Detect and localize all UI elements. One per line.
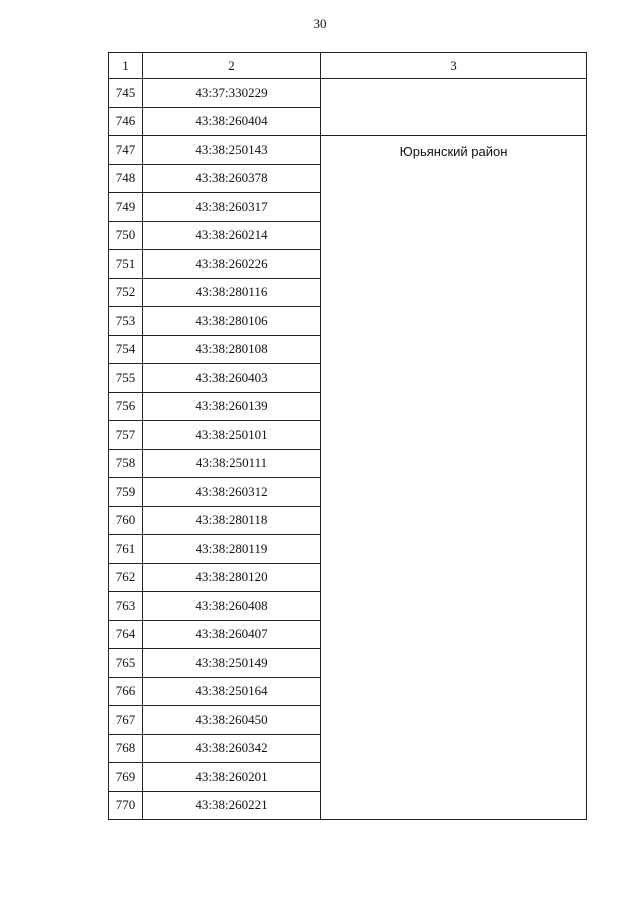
row-number: 769	[109, 763, 143, 792]
row-number: 767	[109, 706, 143, 735]
row-number: 753	[109, 307, 143, 336]
table-row	[109, 136, 587, 165]
table-body	[109, 79, 587, 820]
row-number: 765	[109, 649, 143, 678]
row-number: 763	[109, 592, 143, 621]
cadastral-number: 43:38:250101	[143, 421, 321, 450]
cadastral-number: 43:38:260404	[143, 107, 321, 136]
region-name	[321, 79, 586, 87]
row-number: 770	[109, 791, 143, 820]
cadastral-number: 43:38:260139	[143, 392, 321, 421]
region-cell	[321, 79, 587, 136]
row-number: 749	[109, 193, 143, 222]
row-number: 766	[109, 677, 143, 706]
row-number: 757	[109, 421, 143, 450]
table-row	[109, 79, 587, 108]
cadastral-number: 43:38:280108	[143, 335, 321, 364]
row-number: 748	[109, 164, 143, 193]
cadastral-number: 43:38:260312	[143, 478, 321, 507]
row-number: 756	[109, 392, 143, 421]
row-number: 768	[109, 734, 143, 763]
cadastral-number: 43:38:250164	[143, 677, 321, 706]
row-number: 759	[109, 478, 143, 507]
cadastral-number: 43:38:260450	[143, 706, 321, 735]
cadastral-number: 43:38:260221	[143, 791, 321, 820]
row-number: 760	[109, 506, 143, 535]
cadastral-number: 43:38:250149	[143, 649, 321, 678]
row-number: 750	[109, 221, 143, 250]
row-number: 751	[109, 250, 143, 279]
cadastral-number: 43:38:260408	[143, 592, 321, 621]
page-number: 30	[313, 16, 327, 31]
table-header-row	[109, 53, 587, 79]
cadastral-number: 43:38:260407	[143, 620, 321, 649]
row-number: 762	[109, 563, 143, 592]
row-number: 758	[109, 449, 143, 478]
row-number: 761	[109, 535, 143, 564]
cadastral-number: 43:38:260342	[143, 734, 321, 763]
row-number: 752	[109, 278, 143, 307]
row-number: 754	[109, 335, 143, 364]
row-number: 747	[109, 136, 143, 165]
cadastral-number: 43:38:260378	[143, 164, 321, 193]
cadastral-number: 43:38:260201	[143, 763, 321, 792]
cadastral-table	[108, 52, 587, 820]
cadastral-number: 43:38:260214	[143, 221, 321, 250]
column-header-1: 1	[109, 53, 143, 79]
region-cell	[321, 136, 587, 820]
cadastral-number: 43:37:330229	[143, 79, 321, 108]
region-name: Юрьянский район	[399, 144, 508, 159]
cadastral-number: 43:38:280106	[143, 307, 321, 336]
column-header-3: 3	[321, 53, 587, 79]
cadastral-number: 43:38:250111	[143, 449, 321, 478]
cadastral-number: 43:38:260226	[143, 250, 321, 279]
cadastral-number: 43:38:280118	[143, 506, 321, 535]
cadastral-number: 43:38:260317	[143, 193, 321, 222]
row-number: 755	[109, 364, 143, 393]
cadastral-number: 43:38:280116	[143, 278, 321, 307]
row-number: 745	[109, 79, 143, 108]
row-number: 764	[109, 620, 143, 649]
column-header-2: 2	[143, 53, 321, 79]
cadastral-number: 43:38:280119	[143, 535, 321, 564]
row-number: 746	[109, 107, 143, 136]
cadastral-number: 43:38:280120	[143, 563, 321, 592]
cadastral-number: 43:38:260403	[143, 364, 321, 393]
cadastral-number: 43:38:250143	[143, 136, 321, 165]
